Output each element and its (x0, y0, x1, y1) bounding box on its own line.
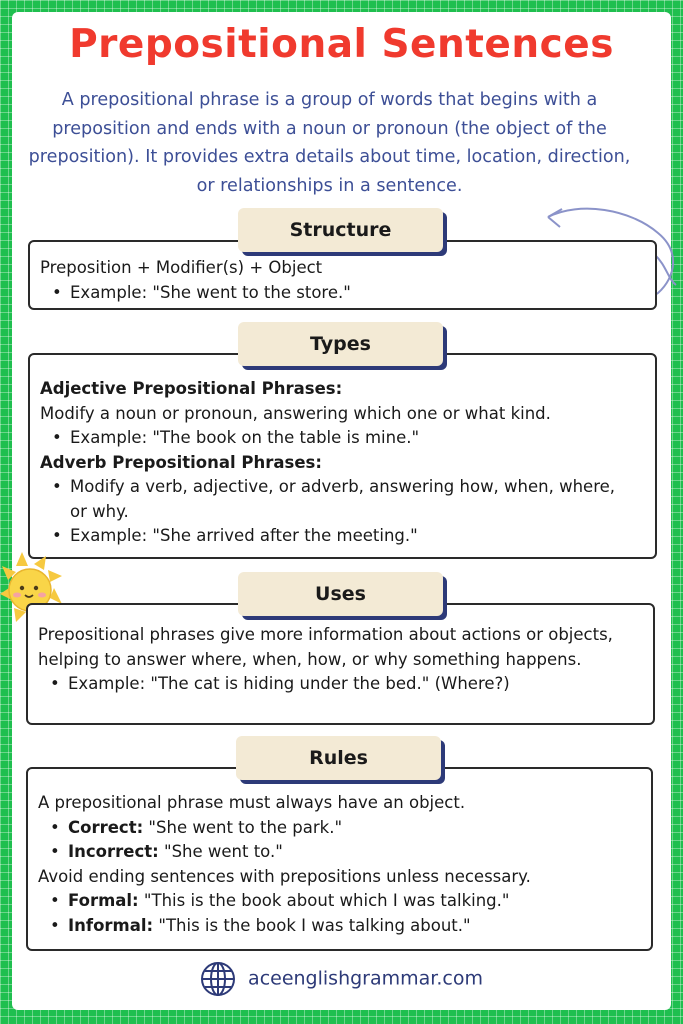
uses-description: Prepositional phrases give more information about actions or objects, helping to answer where, when, how, or why something happens. (38, 625, 613, 669)
adverb-description: • Modify a verb, adjective, or adverb, answering how, when, where, or why. (40, 475, 625, 524)
rules-informal: • Informal: "This is the book I was talking about." (38, 914, 641, 939)
structure-label: Structure (238, 208, 443, 252)
website-link[interactable]: aceenglishgrammar.com (248, 967, 483, 990)
uses-box (26, 603, 655, 725)
adverb-example: • Example: "She arrived after the meeting." (40, 524, 645, 549)
page-title: Prepositional Sentences (69, 22, 614, 67)
adverb-heading: Adverb Prepositional Phrases: (40, 452, 322, 472)
rules-ending-rule: Avoid ending sentences with prepositions unless necessary. (38, 866, 531, 886)
structure-formula: Preposition + Modifier(s) + Object (40, 258, 323, 277)
uses-label: Uses (238, 572, 443, 616)
rules-correct: • Correct: "She went to the park." (38, 816, 641, 841)
types-box (28, 353, 657, 559)
adjective-heading: Adjective Prepositional Phrases: (40, 379, 343, 398)
rules-label: Rules (236, 736, 441, 780)
types-label: Types (238, 322, 443, 366)
rules-box (26, 767, 653, 951)
adjective-example: • Example: "The book on the table is mine." (40, 426, 645, 451)
rules-incorrect: • Incorrect: "She went to." (38, 840, 641, 865)
adjective-description: Modify a noun or pronoun, answering which one or what kind. (40, 403, 551, 423)
globe-icon (200, 961, 236, 997)
rules-object-rule: A prepositional phrase must always have an object. (38, 793, 466, 812)
structure-example: • Example: "She went to the store." (40, 281, 645, 306)
uses-example: • Example: "The cat is hiding under the bed." (Where?) (38, 672, 643, 697)
intro-paragraph: A prepositional phrase is a group of words that begins with a preposition and ends with a noun or pronoun (the object of the preposition). It provides extra details about time, location, direction, or relationships in a sentence. (28, 90, 631, 196)
footer (0, 958, 683, 999)
rules-formal: • Formal: "This is the book about which I was talking." (38, 889, 641, 914)
